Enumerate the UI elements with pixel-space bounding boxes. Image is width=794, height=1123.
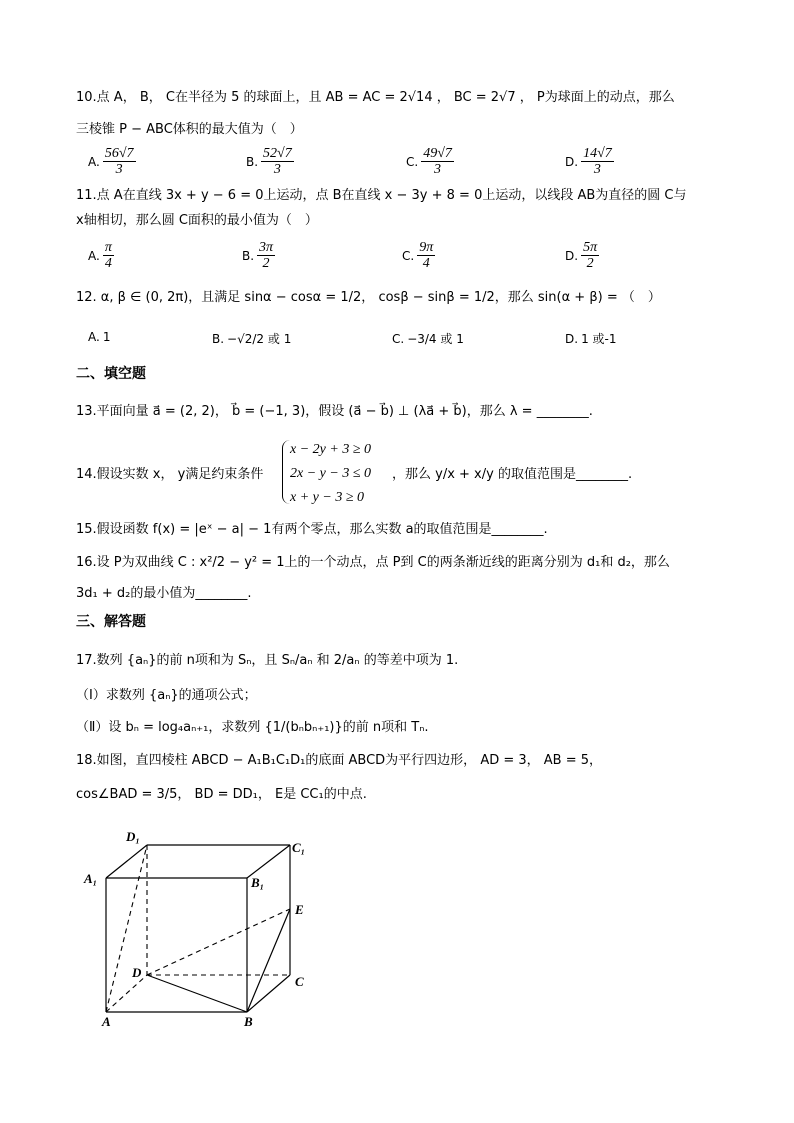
- section-fill-in-title: 二、填空题: [76, 366, 146, 382]
- q10-option-b: B. $\frac{52√7}{3}$: [246, 146, 292, 177]
- q14-constraint-2: 2x − y − 3 ≤ 0: [290, 466, 372, 481]
- q11-line1: 11.点 A在直线 3x + y − 6 = 0上运动，点 B在直线 x − 3y + 8 = 0上运动，以线段 AB为直径的圆 C与: [76, 188, 687, 203]
- q10-option-d: D. $\frac{14√7}{3}$: [565, 146, 612, 177]
- q12-option-a: A. 1: [88, 330, 111, 344]
- q14-constraint-3: x + y − 3 ≥ 0: [290, 490, 365, 505]
- q17-line1: 17.数列 {aₙ}的前 n项和为 Sₙ，且 Sₙ/aₙ 和 2/aₙ 的等差中项为 1.: [76, 653, 459, 668]
- section-solve-title: 三、解答题: [76, 614, 146, 630]
- q12-option-d: D. 1 或-1: [565, 331, 617, 346]
- label-b: B: [244, 1014, 253, 1029]
- label-e: E: [295, 902, 304, 917]
- q14-prefix: 14.假设实数 x， y满足约束条件: [76, 467, 264, 482]
- q10-line2: 三棱锥 P − ABC体积的最大值为（ ）: [76, 122, 303, 137]
- q11-option-d: D. $\frac{5\pi}{2}$: [565, 240, 598, 271]
- q12-line1: 12. α, β ∈ (0, 2π)，且满足 sinα − cosα = 1/2， cosβ − sinβ = 1/2，那么 sin(α + β) = （ ）: [76, 290, 661, 305]
- edge-b-c: [247, 975, 290, 1012]
- q17-part1: （Ⅰ）求数列 {aₙ}的通项公式；: [76, 688, 257, 703]
- edge-c1-b1: [247, 845, 290, 878]
- q10-line1: 10.点 A， B， C在半径为 5 的球面上，且 AB = AC = 2√14 ， BC = 2√7 ， P为球面上的动点，那么: [76, 90, 675, 105]
- q12-option-c: C. −3/4 或 1: [392, 331, 464, 346]
- q12-option-b: B. −√2/2 或 1: [212, 331, 292, 346]
- q17-part2: （Ⅱ）设 bₙ = log₄aₙ₊₁，求数列 {1/(bₙbₙ₊₁)}的前 n项和 Tₙ.: [76, 720, 429, 735]
- q10-option-a: A. $\frac{56√7}{3}$: [88, 146, 134, 177]
- q14-constraint-1: x − 2y + 3 ≥ 0: [290, 442, 372, 457]
- q18-line2: cos∠BAD = 3/5， BD = DD₁， E是 CC₁的中点.: [76, 787, 367, 802]
- hidden-d-e: [147, 909, 290, 975]
- label-c1: C₁: [292, 840, 306, 855]
- q11-option-a: A. $\frac{\pi}{4}$: [88, 240, 112, 271]
- q16-line1: 16.设 P为双曲线 C : x²/2 − y² = 1上的一个动点，点 P到 C的两条渐近线的距离分别为 d₁和 d₂，那么: [76, 555, 670, 570]
- prism-figure: [80, 825, 340, 1040]
- label-b1: B₁: [251, 875, 265, 890]
- hidden-d-b: [147, 975, 247, 1012]
- q11-option-c: C. $\frac{9\pi}{4}$: [402, 240, 434, 271]
- edge-a1-d1: [106, 845, 147, 878]
- q16-line2: 3d₁ + d₂的最小值为________.: [76, 586, 252, 601]
- q15-text: 15.假设函数 f(x) = |eˣ − a| − 1有两个零点，那么实数 a的取值范围是________.: [76, 522, 548, 537]
- label-d: D: [132, 965, 142, 980]
- label-c: C: [295, 974, 304, 989]
- q10-option-c: C. $\frac{49√7}{3}$: [406, 146, 452, 177]
- q11-option-b: B. $\frac{3\pi}{2}$: [242, 240, 274, 271]
- hidden-a-d: [106, 975, 147, 1012]
- q13-text: 13.平面向量 a⃗ = (2, 2)， b⃗ = (−1, 3)，假设 (a⃗ − b⃗) ⊥ (λa⃗ + b⃗)，那么 λ = ________.: [76, 404, 593, 419]
- label-d1: D₁: [126, 829, 140, 844]
- edge-b-e: [247, 909, 290, 1012]
- q11-line2: x轴相切，那么圆 C面积的最小值为（ ）: [76, 213, 318, 228]
- label-a: A: [102, 1014, 111, 1029]
- label-a1: A₁: [84, 871, 98, 886]
- hidden-a-d1: [106, 845, 147, 1012]
- q14-suffix: ，那么 y/x + x/y 的取值范围是________.: [392, 467, 633, 482]
- q18-line1: 18.如图，直四棱柱 ABCD − A₁B₁C₁D₁的底面 ABCD为平行四边形， AD = 3， AB = 5，: [76, 753, 603, 768]
